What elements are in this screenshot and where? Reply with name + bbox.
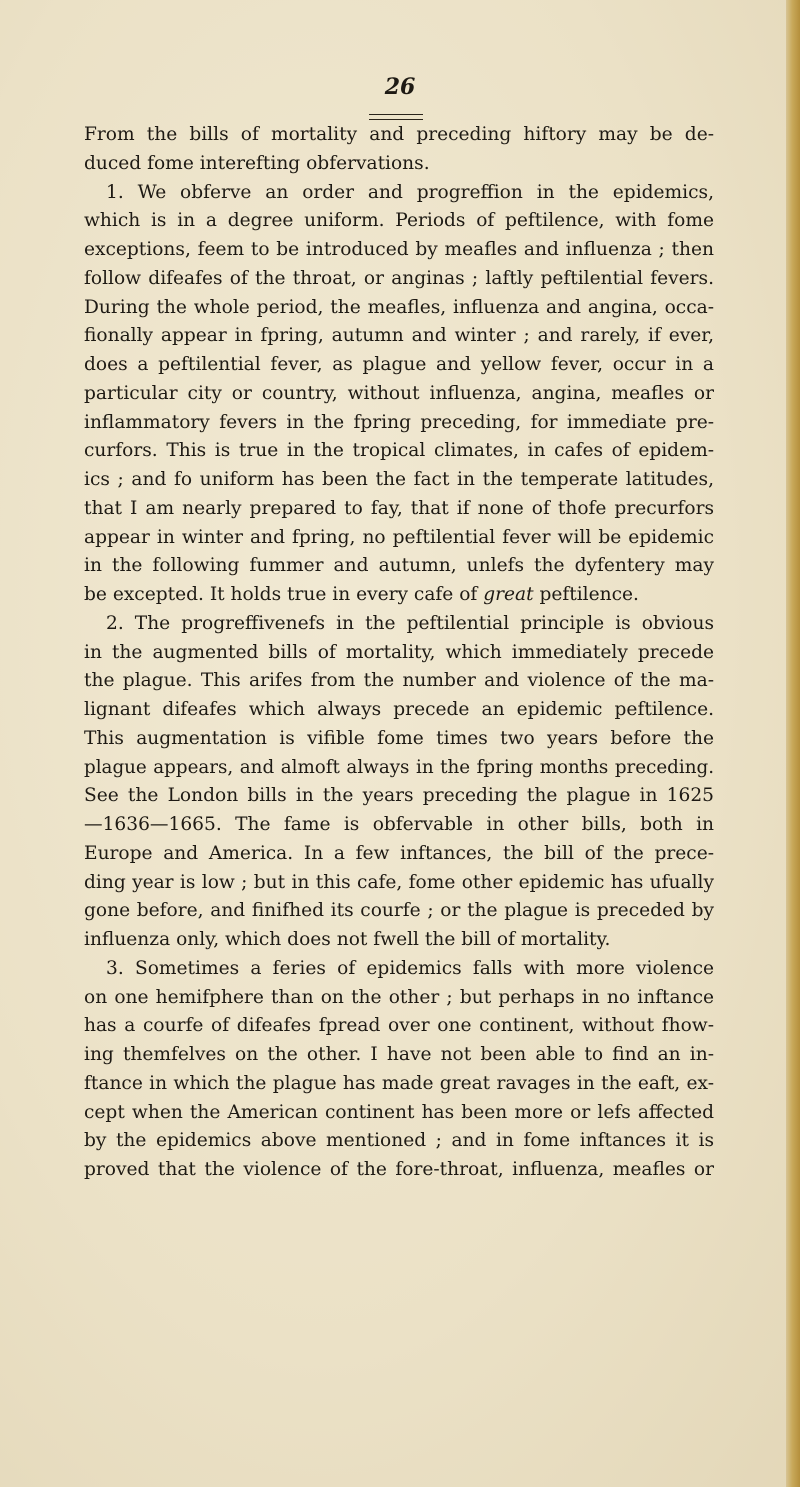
text-line: fionally appear in fpring, autumn and winter ; and rarely, if ever, bbox=[84, 325, 714, 347]
text-line: particular city or country, without influenza, angina, meafles or bbox=[84, 382, 714, 404]
text-line: appear in winter and fpring, no peftilential fever will be epidemic bbox=[84, 526, 714, 548]
text-line: ding year is low ; but in this cafe, fome other epidemic has ufually bbox=[84, 871, 714, 893]
text-line: in the following fummer and autumn, unlefs the dyfentery may bbox=[84, 555, 714, 577]
text-line: the plague. This arifes from the number and violence of the ma- bbox=[84, 670, 714, 692]
text-line: gone before, and finifhed its courfe ; or the plague is preceded by bbox=[84, 900, 714, 922]
header-rule-bottom bbox=[369, 119, 423, 120]
text-line: by the epidemics above mentioned ; and in fome inftances it is bbox=[84, 1130, 714, 1152]
text-line: ing themfelves on the other. I have not been able to find an in- bbox=[84, 1044, 714, 1065]
text-line: 3. Sometimes a feries of epidemics falls with more violence bbox=[106, 957, 714, 979]
text-line: ftance in which the plague has made great ravages in the eaft, ex- bbox=[84, 1072, 714, 1094]
text-line: proved that the violence of the fore-throat, influenza, meafles or bbox=[84, 1159, 714, 1180]
text-line: 1. We obferve an order and progreffion in the epidemics, bbox=[106, 181, 714, 203]
page-edge bbox=[786, 0, 800, 1487]
text-line: ics ; and fo uniform has been the fact in the temperate latitudes, bbox=[84, 469, 714, 490]
text-line: During the whole period, the meafles, influenza and angina, occa- bbox=[84, 296, 714, 318]
text-line: has a courfe of difeafes fpread over one continent, without fhow- bbox=[84, 1015, 714, 1037]
text-line: does a peftilential fever, as plague and yellow fever, occur in a bbox=[84, 354, 714, 375]
text-line: on one hemifphere than on the other ; but perhaps in no inftance bbox=[84, 986, 714, 1008]
text-line: that I am nearly prepared to fay, that if none of thofe precurfors bbox=[84, 497, 714, 519]
text-line: See the London bills in the years preceding the plague in 1625 bbox=[84, 785, 714, 807]
text-line: which is in a degree uniform. Periods of peftilence, with fome bbox=[84, 210, 714, 232]
text-line: be excepted. It holds true in every cafe of great peftilence. bbox=[84, 584, 639, 605]
text-line: This augmentation is vifible fome times two years before the bbox=[84, 727, 714, 749]
text-line: curfors. This is true in the tropical climates, in cafes of epidem- bbox=[84, 440, 714, 462]
text-line: lignant difeafes which always precede an epidemic peftilence. bbox=[84, 699, 714, 720]
text-line: influenza only, which does not fwell the bill of mortality. bbox=[84, 929, 611, 950]
body-text bbox=[84, 121, 714, 1185]
text-line: —1636—1665. The fame is obfervable in other bills, both in bbox=[84, 814, 714, 835]
text-line: 2. The progreffivenefs in the peftilential principle is obvious bbox=[106, 612, 714, 634]
text-line: inflammatory fevers in the fpring preceding, for immediate pre- bbox=[84, 411, 714, 433]
text-line: exceptions, feem to be introduced by meafles and influenza ; then bbox=[84, 239, 714, 260]
text-line: follow difeafes of the throat, or anginas ; laftly peftilential fevers. bbox=[84, 267, 714, 289]
text-line: Europe and America. In a few inftances, the bill of the prece- bbox=[84, 842, 714, 864]
text-line: in the augmented bills of mortality, which immediately precede bbox=[84, 641, 714, 663]
text-line: plague appears, and almoft always in the fpring months preceding. bbox=[84, 756, 714, 778]
header-rule-top bbox=[369, 114, 423, 115]
text-line: cept when the American continent has been more or lefs affected bbox=[84, 1101, 714, 1123]
text-line: duced fome interefting obfervations. bbox=[84, 152, 430, 174]
text-line: From the bills of mortality and preceding hiftory may be de- bbox=[84, 124, 714, 145]
page-number: 26 bbox=[384, 74, 416, 100]
